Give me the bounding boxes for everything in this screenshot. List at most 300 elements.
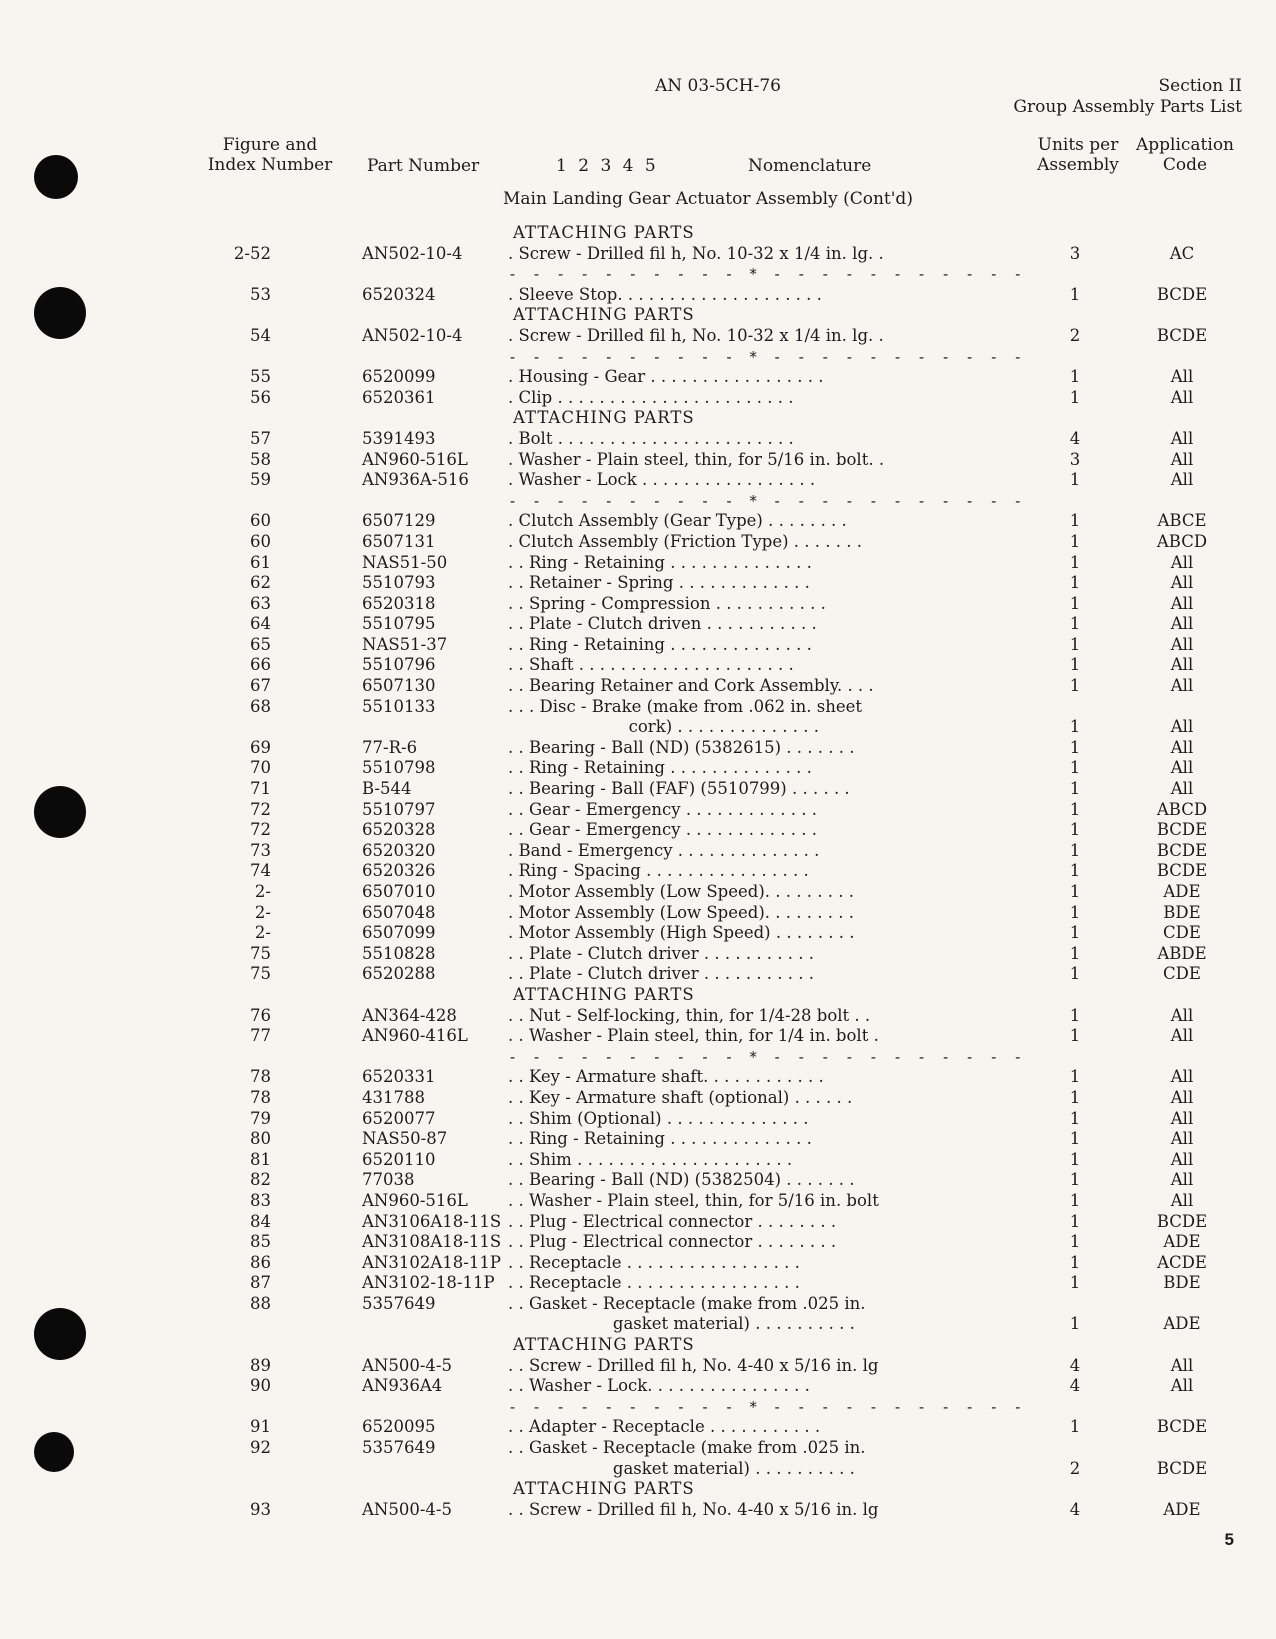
index-number: 91: [250, 1417, 271, 1437]
application-code: All: [1170, 655, 1194, 675]
table-row: [0, 1232, 1276, 1253]
table-row: [0, 903, 1276, 924]
part-number: 6520288: [362, 964, 436, 984]
assembly-title: Main Landing Gear Actuator Assembly (Cont'd): [503, 189, 913, 209]
binder-hole: [34, 155, 78, 199]
application-code: BCDE: [1156, 325, 1208, 345]
index-number: 59: [250, 470, 271, 490]
separator-text: - - - - - - - - - - * - - - - - - - - - - -: [508, 1397, 1026, 1416]
part-number: 431788: [362, 1087, 425, 1107]
units-per-assembly: 1: [1069, 923, 1081, 943]
separator-text: - - - - - - - - - - * - - - - - - - - - - -: [508, 265, 1026, 284]
nomenclature: . Housing - Gear . . . . . . . . . . . . . . . . .: [508, 367, 824, 387]
units-per-assembly: 4: [1069, 1499, 1081, 1519]
nomenclature: . . Plug - Electrical connector . . . . . . . .: [508, 1232, 837, 1252]
nomenclature: . . Plate - Clutch driver . . . . . . . . . . .: [508, 964, 815, 984]
units-per-assembly: 2: [1069, 325, 1081, 345]
nomenclature: . . Bearing - Ball (ND) (5382504) . . . . . . .: [508, 1170, 855, 1190]
nomenclature: . . Plate - Clutch driven . . . . . . . . . . .: [508, 614, 817, 634]
table-row: [0, 285, 1276, 306]
units-per-assembly: 1: [1069, 882, 1081, 901]
attaching-parts-heading: [0, 408, 1276, 429]
nomenclature: . . Shim (Optional) . . . . . . . . . . . . . .: [508, 1108, 809, 1128]
part-number: AN960-516L: [362, 1190, 468, 1210]
units-per-assembly: 1: [1069, 1067, 1081, 1087]
separator-line: [0, 347, 1276, 368]
application-code: BCDE: [1156, 1458, 1208, 1478]
application-code: ABDE: [1157, 943, 1207, 963]
nomenclature: . . Plate - Clutch driver . . . . . . . . . . .: [508, 943, 815, 963]
part-number: NAS50-87: [362, 1129, 448, 1149]
index-number: 90: [250, 1376, 271, 1396]
nomenclature: . . Ring - Retaining . . . . . . . . . . . . . .: [508, 634, 812, 654]
subheading-text: ATTACHING PARTS: [513, 1479, 695, 1499]
separator-text: - - - - - - - - - - * - - - - - - - - - - -: [508, 1047, 1026, 1066]
table-row: [0, 553, 1276, 574]
table-row: [0, 1150, 1276, 1171]
units-per-assembly: 2: [1069, 1458, 1081, 1478]
application-code: BCDE: [1156, 840, 1208, 860]
nomenclature: . Washer - Plain steel, thin, for 5/16 in. bolt. .: [508, 449, 885, 469]
part-number: 5510797: [362, 799, 436, 819]
application-code: All: [1170, 1376, 1194, 1396]
table-row: [0, 573, 1276, 594]
part-number: AN936A-516: [362, 470, 469, 490]
part-number: 6520326: [362, 861, 436, 881]
table-row: [0, 758, 1276, 779]
units-per-assembly: 1: [1069, 614, 1081, 634]
part-number: AN960-416L: [362, 1026, 468, 1046]
table-row: [0, 1170, 1276, 1191]
part-number: 6520110: [362, 1149, 436, 1169]
table-row: [0, 1459, 1276, 1480]
index-number: 93: [250, 1499, 271, 1519]
nomenclature: . . Receptacle . . . . . . . . . . . . . . . . .: [508, 1273, 800, 1293]
index-number: 75: [250, 943, 271, 963]
part-number: 6520099: [362, 367, 436, 387]
col-indent-levels: 1 2 3 4 5: [556, 156, 656, 176]
nomenclature: . . Gasket - Receptacle (make from .025 in.: [508, 1293, 866, 1313]
part-number: B-544: [362, 779, 412, 799]
nomenclature: . . Ring - Retaining . . . . . . . . . . . . . .: [508, 1129, 812, 1149]
table-row: [0, 923, 1276, 944]
application-code: All: [1170, 1005, 1194, 1025]
part-number: 6507010: [362, 882, 436, 901]
nomenclature: . . Shim . . . . . . . . . . . . . . . . . . . . .: [508, 1149, 793, 1169]
units-per-assembly: 3: [1069, 243, 1081, 263]
part-number: AN500-4-5: [362, 1355, 452, 1375]
part-number: 5510828: [362, 943, 436, 963]
application-code: All: [1170, 1355, 1194, 1375]
part-number: 6507131: [362, 531, 436, 551]
application-code: CDE: [1163, 923, 1201, 943]
application-code: All: [1170, 367, 1194, 387]
application-code: All: [1170, 1108, 1194, 1128]
nomenclature: . Band - Emergency . . . . . . . . . . . . . .: [508, 840, 820, 860]
table-row: [0, 1088, 1276, 1109]
part-number: 5357649: [362, 1438, 436, 1458]
table-row: [0, 614, 1276, 635]
part-number: 6507130: [362, 676, 436, 696]
units-per-assembly: 1: [1069, 1108, 1081, 1128]
nomenclature: . . Nut - Self-locking, thin, for 1/4-28 bolt . .: [508, 1005, 871, 1025]
nomenclature: . Motor Assembly (Low Speed). . . . . . . . .: [508, 902, 854, 922]
table-row: [0, 655, 1276, 676]
units-per-assembly: 1: [1069, 511, 1081, 531]
nomenclature: . . Bearing Retainer and Cork Assembly. . . .: [508, 676, 874, 696]
col-figure-index: Figure and Index Number: [207, 135, 333, 175]
table-row: [0, 594, 1276, 615]
application-code: BCDE: [1156, 861, 1208, 881]
units-per-assembly: 1: [1069, 387, 1081, 407]
nomenclature: . . Bearing - Ball (ND) (5382615) . . . . . . .: [508, 737, 855, 757]
part-number: AN3102A18-11P: [362, 1252, 501, 1272]
units-per-assembly: 1: [1069, 1087, 1081, 1107]
units-per-assembly: 4: [1069, 428, 1081, 448]
index-number: 58: [250, 449, 271, 469]
nomenclature: cork) . . . . . . . . . . . . . .: [508, 717, 819, 737]
application-code: ABCE: [1157, 511, 1207, 531]
units-per-assembly: 1: [1069, 943, 1081, 963]
table-row: [0, 820, 1276, 841]
application-code: ACDE: [1157, 1252, 1207, 1272]
application-code: All: [1170, 779, 1194, 799]
application-code: All: [1170, 1067, 1194, 1087]
application-code: All: [1170, 552, 1194, 572]
units-per-assembly: 1: [1069, 1252, 1081, 1272]
units-per-assembly: 1: [1069, 1273, 1081, 1293]
separator-line: [0, 264, 1276, 285]
index-number: 80: [250, 1129, 271, 1149]
section-title: Group Assembly Parts List: [1013, 97, 1242, 117]
table-row: [0, 1417, 1276, 1438]
nomenclature: . Washer - Lock . . . . . . . . . . . . . . . . .: [508, 470, 816, 490]
application-code: All: [1170, 1129, 1194, 1149]
col-application-code: Application Code: [1135, 135, 1235, 175]
units-per-assembly: 1: [1069, 799, 1081, 819]
table-row: [0, 944, 1276, 965]
application-code: CDE: [1163, 964, 1201, 984]
index-number: 89: [250, 1355, 271, 1375]
units-per-assembly: 1: [1069, 1417, 1081, 1437]
index-number: 82: [250, 1170, 271, 1190]
nomenclature: . . Gear - Emergency . . . . . . . . . . . . .: [508, 799, 817, 819]
table-row: [0, 1212, 1276, 1233]
units-per-assembly: 1: [1069, 573, 1081, 593]
index-number: 68: [250, 696, 271, 716]
part-number: 5510796: [362, 655, 436, 675]
units-per-assembly: 1: [1069, 1129, 1081, 1149]
col-part-number: Part Number: [367, 156, 480, 176]
index-number: 72: [250, 820, 271, 840]
nomenclature: . Clutch Assembly (Gear Type) . . . . . . . .: [508, 511, 847, 531]
table-row: [0, 244, 1276, 265]
units-per-assembly: 1: [1069, 861, 1081, 881]
nomenclature: gasket material) . . . . . . . . . .: [508, 1314, 855, 1334]
index-number: 70: [250, 758, 271, 778]
index-number: 78: [250, 1087, 271, 1107]
col-nomenclature: Nomenclature: [748, 156, 872, 176]
index-number: 92: [250, 1438, 271, 1458]
part-number: AN502-10-4: [362, 243, 463, 263]
units-per-assembly: 1: [1069, 676, 1081, 696]
application-code: All: [1170, 737, 1194, 757]
part-number: 5510795: [362, 614, 436, 634]
nomenclature: . Motor Assembly (Low Speed). . . . . . . . .: [508, 882, 854, 901]
table-row: [0, 470, 1276, 491]
index-number: 61: [250, 552, 271, 572]
table-row: [0, 450, 1276, 471]
table-row: [0, 326, 1276, 347]
units-per-assembly: 1: [1069, 552, 1081, 572]
parts-list: [0, 223, 1276, 1520]
units-per-assembly: 1: [1069, 1170, 1081, 1190]
application-code: All: [1170, 593, 1194, 613]
index-number: 72: [250, 799, 271, 819]
units-per-assembly: 1: [1069, 779, 1081, 799]
separator-text: - - - - - - - - - - * - - - - - - - - - - -: [508, 347, 1026, 366]
units-per-assembly: 1: [1069, 1005, 1081, 1025]
application-code: All: [1170, 428, 1194, 448]
part-number: 6520324: [362, 284, 436, 304]
table-row: [0, 1109, 1276, 1130]
nomenclature: . . Retainer - Spring . . . . . . . . . . . . .: [508, 573, 810, 593]
table-row: [0, 841, 1276, 862]
part-number: 6520328: [362, 820, 436, 840]
nomenclature: . Ring - Spacing . . . . . . . . . . . . . . . .: [508, 861, 809, 881]
part-number: 77-R-6: [362, 737, 418, 757]
subheading-text: ATTACHING PARTS: [513, 1335, 695, 1355]
subheading-text: ATTACHING PARTS: [513, 408, 695, 428]
page-number: 5: [1224, 1530, 1234, 1549]
part-number: 5510798: [362, 758, 436, 778]
index-number: 2-: [254, 882, 271, 901]
application-code: All: [1170, 387, 1194, 407]
part-number: 6520361: [362, 387, 436, 407]
part-number: NAS51-37: [362, 634, 448, 654]
part-number: AN3106A18-11S: [362, 1211, 502, 1231]
application-code: ABCD: [1156, 531, 1208, 551]
part-number: AN364-428: [362, 1005, 457, 1025]
table-row: [0, 532, 1276, 553]
application-code: All: [1170, 449, 1194, 469]
nomenclature: . . Receptacle . . . . . . . . . . . . . . . . .: [508, 1252, 800, 1272]
index-number: 63: [250, 593, 271, 613]
application-code: BCDE: [1156, 284, 1208, 304]
application-code: All: [1170, 470, 1194, 490]
index-number: 81: [250, 1149, 271, 1169]
table-row: [0, 1500, 1276, 1521]
application-code: BCDE: [1156, 1211, 1208, 1231]
application-code: All: [1170, 634, 1194, 654]
nomenclature: . Clip . . . . . . . . . . . . . . . . . . . . . . .: [508, 387, 794, 407]
nomenclature: . . . Disc - Brake (make from .062 in. sheet: [508, 696, 862, 716]
separator-line: [0, 1397, 1276, 1418]
index-number: 73: [250, 840, 271, 860]
units-per-assembly: 1: [1069, 1026, 1081, 1046]
table-row: [0, 1253, 1276, 1274]
section-label: Section II: [1158, 76, 1242, 96]
nomenclature: . . Screw - Drilled fil h, No. 4-40 x 5/16 in. lg: [508, 1355, 879, 1375]
application-code: All: [1170, 717, 1194, 737]
attaching-parts-heading: [0, 305, 1276, 326]
index-number: 62: [250, 573, 271, 593]
table-row: [0, 738, 1276, 759]
index-number: 67: [250, 676, 271, 696]
application-code: All: [1170, 676, 1194, 696]
part-number: 6507129: [362, 511, 436, 531]
part-number: 6520320: [362, 840, 436, 860]
table-row: [0, 676, 1276, 697]
units-per-assembly: 1: [1069, 758, 1081, 778]
index-number: 83: [250, 1190, 271, 1210]
separator-line: [0, 1047, 1276, 1068]
units-per-assembly: 1: [1069, 1314, 1081, 1334]
nomenclature: . . Spring - Compression . . . . . . . . . . .: [508, 593, 826, 613]
table-row: [0, 779, 1276, 800]
units-per-assembly: 4: [1069, 1376, 1081, 1396]
nomenclature: . Bolt . . . . . . . . . . . . . . . . . . . . . . .: [508, 428, 794, 448]
units-per-assembly: 1: [1069, 1190, 1081, 1210]
index-number: 2-: [254, 923, 271, 943]
application-code: ABCD: [1156, 799, 1208, 819]
document-number: AN 03-5CH-76: [655, 76, 781, 96]
index-number: 76: [250, 1005, 271, 1025]
units-per-assembly: 1: [1069, 1211, 1081, 1231]
units-per-assembly: 3: [1069, 449, 1081, 469]
part-number: AN936A4: [362, 1376, 443, 1396]
index-number: 53: [250, 284, 271, 304]
table-row: [0, 429, 1276, 450]
index-number: 74: [250, 861, 271, 881]
application-code: All: [1170, 1026, 1194, 1046]
table-row: [0, 1438, 1276, 1459]
table-row: [0, 861, 1276, 882]
part-number: 6507099: [362, 923, 436, 943]
application-code: ADE: [1163, 1314, 1201, 1334]
table-row: [0, 800, 1276, 821]
col-units-per-assembly: Units per Assembly: [1037, 135, 1119, 175]
index-number: 66: [250, 655, 271, 675]
subheading-text: ATTACHING PARTS: [513, 984, 695, 1004]
nomenclature: . . Screw - Drilled fil h, No. 4-40 x 5/16 in. lg: [508, 1499, 879, 1519]
table-row: [0, 1376, 1276, 1397]
part-number: 6520077: [362, 1108, 436, 1128]
index-number: 75: [250, 964, 271, 984]
nomenclature: . . Plug - Electrical connector . . . . . . . .: [508, 1211, 837, 1231]
application-code: ADE: [1163, 1232, 1201, 1252]
index-number: 2-52: [233, 243, 271, 263]
nomenclature: . . Key - Armature shaft. . . . . . . . . . . .: [508, 1067, 824, 1087]
application-code: BDE: [1163, 902, 1201, 922]
index-number: 84: [250, 1211, 271, 1231]
units-per-assembly: 1: [1069, 1149, 1081, 1169]
application-code: All: [1170, 573, 1194, 593]
part-number: 6520318: [362, 593, 436, 613]
nomenclature: . . Washer - Plain steel, thin, for 5/16 in. bolt: [508, 1190, 879, 1210]
application-code: All: [1170, 614, 1194, 634]
index-number: 60: [250, 531, 271, 551]
table-row: [0, 367, 1276, 388]
subheading-text: ATTACHING PARTS: [513, 305, 695, 325]
index-number: 77: [250, 1026, 271, 1046]
index-number: 65: [250, 634, 271, 654]
table-row: [0, 1273, 1276, 1294]
units-per-assembly: 1: [1069, 737, 1081, 757]
application-code: BDE: [1163, 1273, 1201, 1293]
units-per-assembly: 1: [1069, 717, 1081, 737]
nomenclature: . . Washer - Plain steel, thin, for 1/4 in. bolt .: [508, 1026, 879, 1046]
application-code: AC: [1169, 243, 1195, 263]
application-code: All: [1170, 758, 1194, 778]
nomenclature: . . Shaft . . . . . . . . . . . . . . . . . . . . .: [508, 655, 794, 675]
table-row: [0, 717, 1276, 738]
index-number: 85: [250, 1232, 271, 1252]
table-row: [0, 388, 1276, 409]
units-per-assembly: 1: [1069, 655, 1081, 675]
nomenclature: . Screw - Drilled fil h, No. 10-32 x 1/4 in. lg. .: [508, 325, 884, 345]
units-per-assembly: 1: [1069, 531, 1081, 551]
nomenclature: . Screw - Drilled fil h, No. 10-32 x 1/4 in. lg. .: [508, 243, 884, 263]
index-number: 78: [250, 1067, 271, 1087]
units-per-assembly: 4: [1069, 1355, 1081, 1375]
part-number: 77038: [362, 1170, 415, 1190]
subheading-text: ATTACHING PARTS: [513, 223, 695, 242]
index-number: 57: [250, 428, 271, 448]
nomenclature: . . Bearing - Ball (FAF) (5510799) . . . . . .: [508, 779, 850, 799]
units-per-assembly: 1: [1069, 964, 1081, 984]
application-code: ADE: [1163, 1499, 1201, 1519]
table-row: [0, 1314, 1276, 1335]
units-per-assembly: 1: [1069, 820, 1081, 840]
units-per-assembly: 1: [1069, 367, 1081, 387]
index-number: 64: [250, 614, 271, 634]
part-number: 5510133: [362, 696, 436, 716]
units-per-assembly: 1: [1069, 470, 1081, 490]
nomenclature: . . Gear - Emergency . . . . . . . . . . . . .: [508, 820, 817, 840]
part-number: AN502-10-4: [362, 325, 463, 345]
nomenclature: . Motor Assembly (High Speed) . . . . . . . .: [508, 923, 855, 943]
nomenclature: . . Washer - Lock. . . . . . . . . . . . . . . .: [508, 1376, 810, 1396]
table-row: [0, 964, 1276, 985]
attaching-parts-heading: [0, 985, 1276, 1006]
index-number: 2-: [254, 902, 271, 922]
table-row: [0, 697, 1276, 718]
table-row: [0, 511, 1276, 532]
application-code: BCDE: [1156, 820, 1208, 840]
index-number: 79: [250, 1108, 271, 1128]
attaching-parts-heading: [0, 1335, 1276, 1356]
index-number: 56: [250, 387, 271, 407]
application-code: All: [1170, 1190, 1194, 1210]
part-number: NAS51-50: [362, 552, 448, 572]
units-per-assembly: 1: [1069, 284, 1081, 304]
units-per-assembly: 1: [1069, 634, 1081, 654]
application-code: ADE: [1163, 882, 1201, 901]
units-per-assembly: 1: [1069, 840, 1081, 860]
nomenclature: gasket material) . . . . . . . . . .: [508, 1458, 855, 1478]
nomenclature: . Sleeve Stop. . . . . . . . . . . . . . . . . . . .: [508, 284, 822, 304]
nomenclature: . . Ring - Retaining . . . . . . . . . . . . . .: [508, 552, 812, 572]
index-number: 71: [250, 779, 271, 799]
units-per-assembly: 1: [1069, 902, 1081, 922]
table-row: [0, 1191, 1276, 1212]
table-row: [0, 1026, 1276, 1047]
part-number: 5357649: [362, 1293, 436, 1313]
part-number: AN960-516L: [362, 449, 468, 469]
index-number: 60: [250, 511, 271, 531]
application-code: All: [1170, 1149, 1194, 1169]
